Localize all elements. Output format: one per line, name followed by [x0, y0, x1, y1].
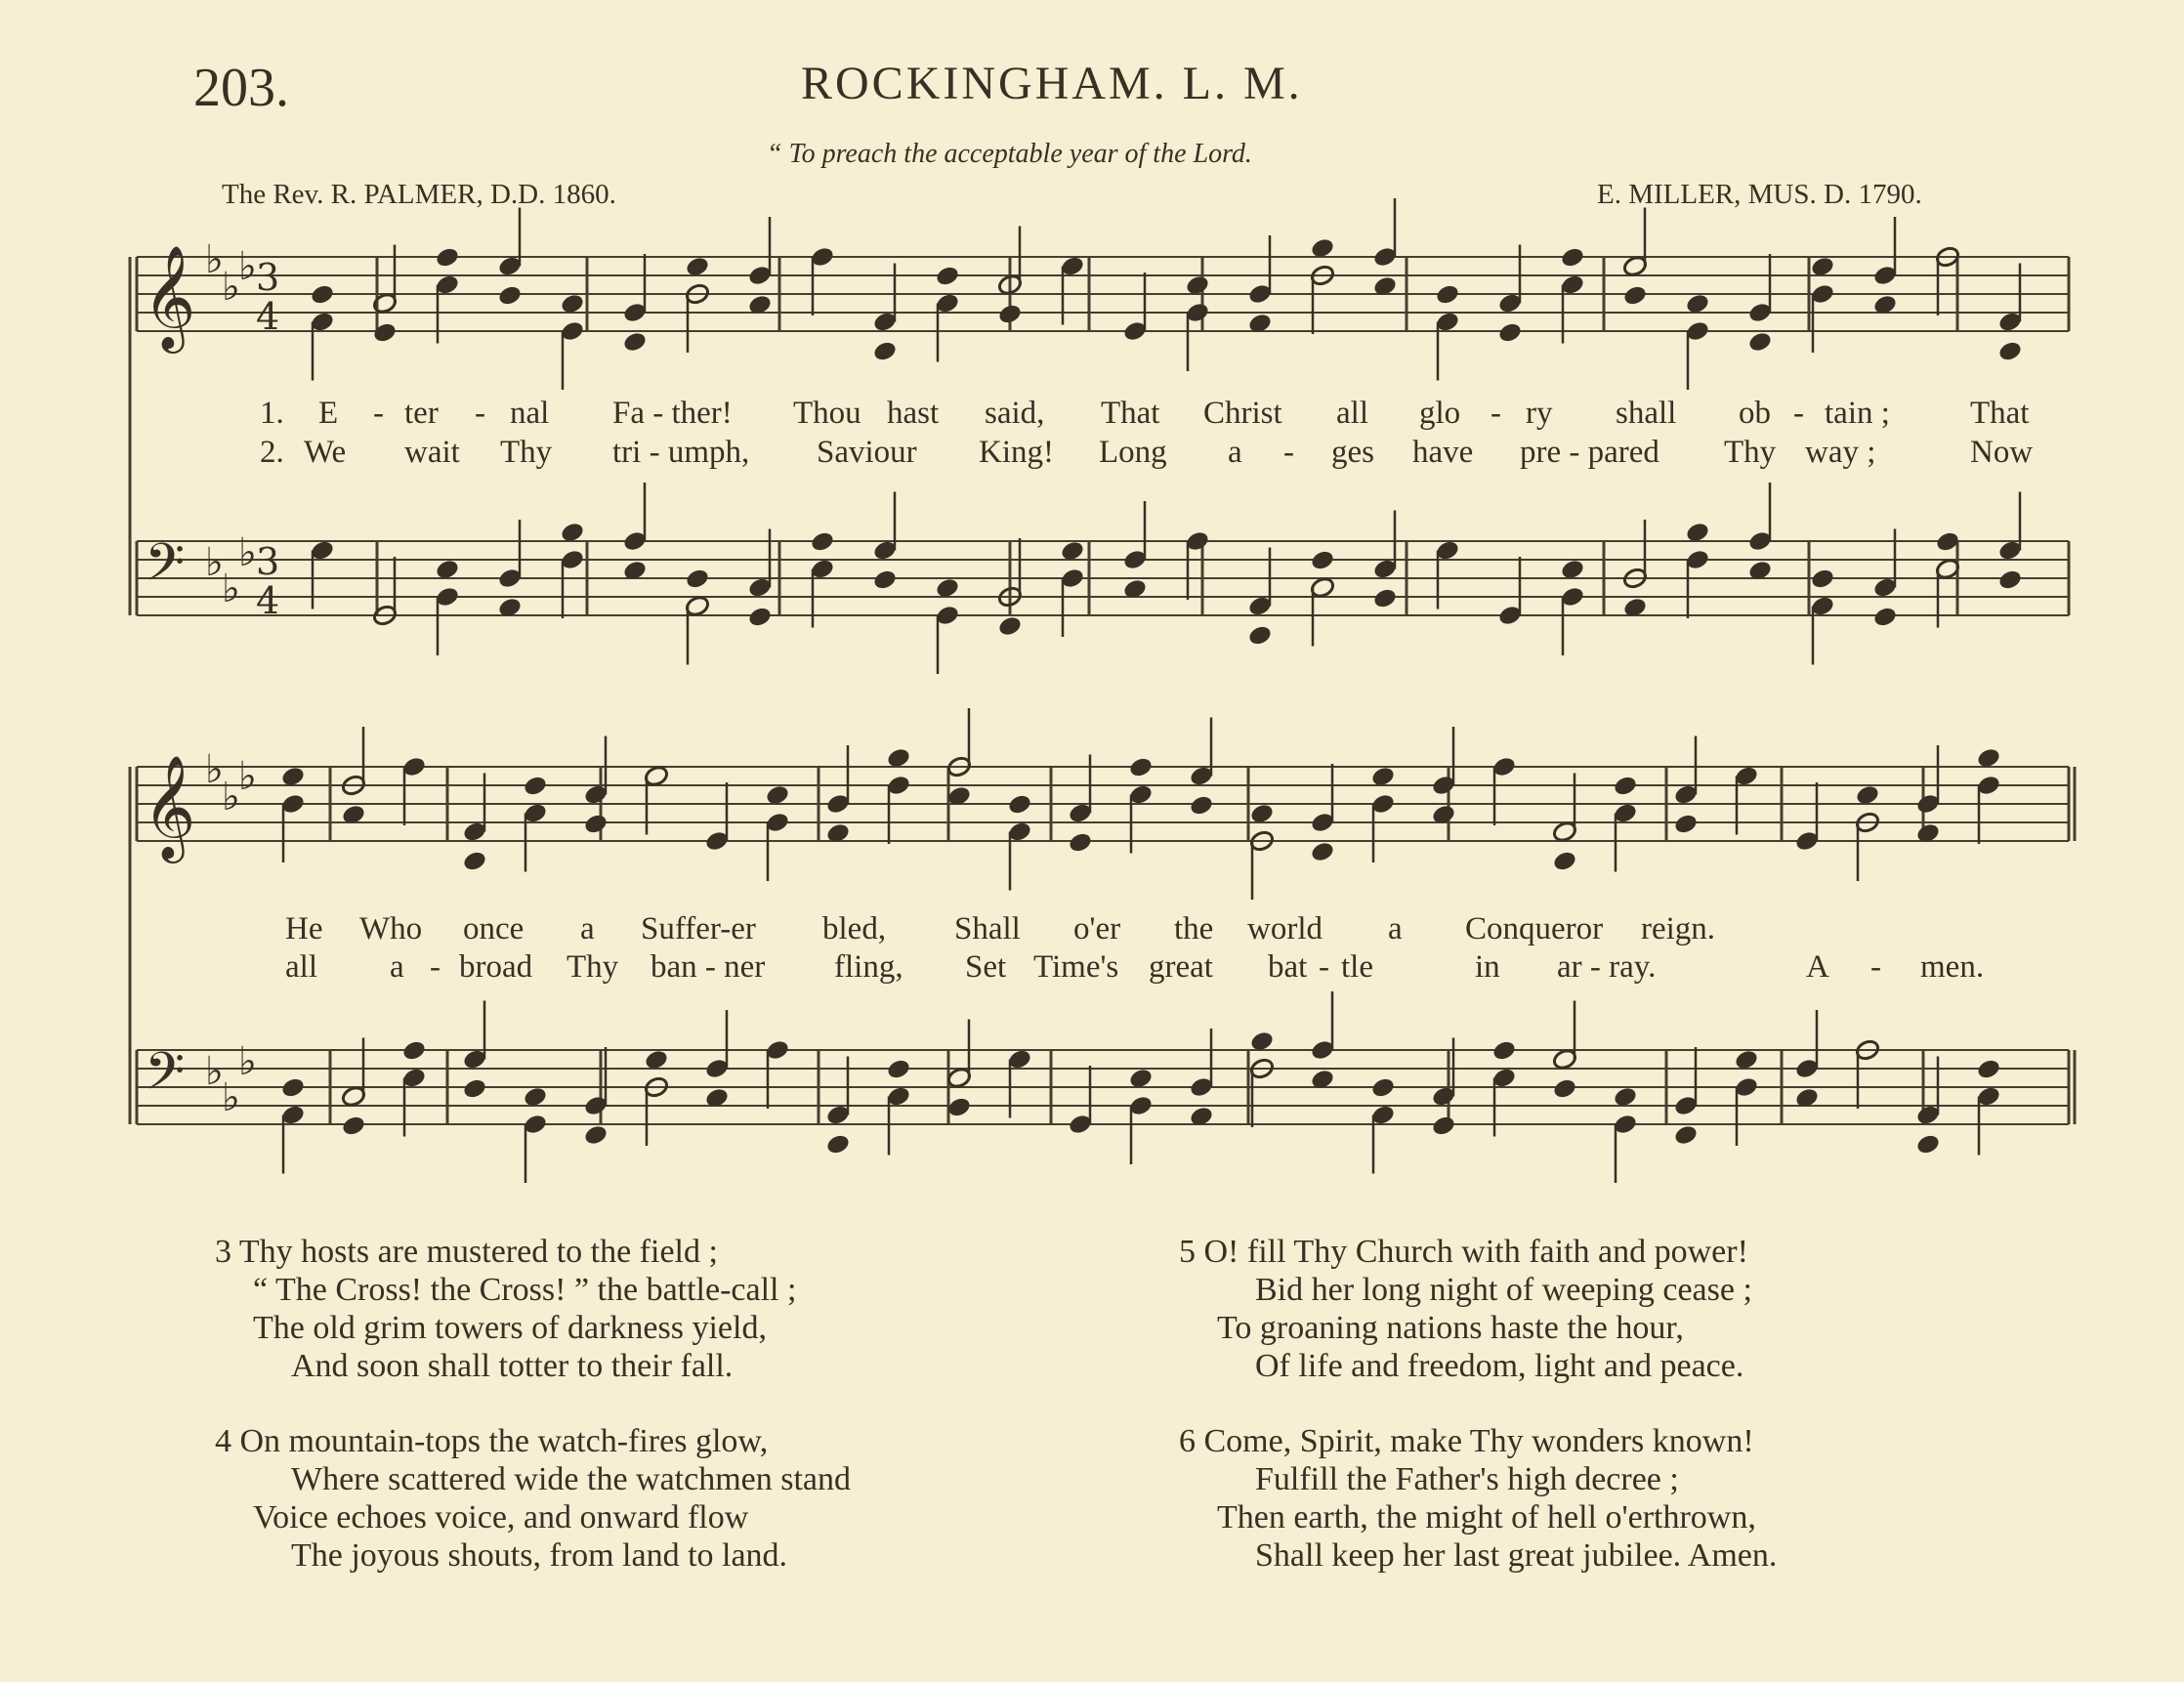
lyric-syllable: glo — [1419, 396, 1461, 431]
lyric-syllable: Thy — [500, 435, 553, 470]
notehead — [747, 606, 774, 629]
lyric-syllable: Conqueror — [1465, 911, 1604, 946]
lyric-syllable: all — [285, 949, 317, 985]
lyric-syllable: the — [1174, 911, 1214, 946]
stanza-line: Bid her long night of weeping cease ; — [1255, 1272, 1752, 1308]
stanza-line: On mountain-tops the watch-fires glow, — [239, 1423, 769, 1459]
lyric-syllable: Set — [965, 949, 1007, 985]
lyric-syllable: Suffer-er — [641, 911, 756, 946]
lyric-syllable: fling, — [834, 949, 903, 985]
flat-icon: ♭ — [222, 775, 240, 820]
lyric-syllable: a — [1388, 911, 1403, 946]
stanza-5 — [1179, 1233, 1752, 1385]
lyric-syllable: - — [475, 396, 485, 431]
lyric-syllable: have — [1412, 435, 1474, 470]
lyric-syllable: reign. — [1641, 911, 1716, 946]
notehead — [997, 614, 1024, 638]
notehead — [1552, 1077, 1578, 1101]
treble-clef-icon: 𝄞 — [143, 754, 196, 859]
notehead — [1673, 813, 1700, 836]
lyric-syllable: - — [1793, 396, 1804, 431]
lyric-syllable: bled, — [822, 911, 887, 946]
notehead — [1491, 1039, 1518, 1063]
notehead — [1497, 321, 1524, 345]
lyric-syllable: That — [1970, 396, 2030, 431]
stanza-line: Then earth, the might of hell o'erthrown, — [1217, 1499, 1756, 1535]
lyric-syllable: pre - pared — [1520, 435, 1659, 470]
notehead — [401, 1039, 428, 1063]
stanza-line: Thy hosts are mustered to the field ; — [238, 1234, 718, 1270]
hymn-number: 203. — [193, 58, 289, 118]
stanza-line: To groaning nations haste the hour, — [1217, 1310, 1684, 1346]
notehead — [1997, 340, 2024, 363]
notehead — [1976, 1058, 2002, 1081]
notehead — [583, 813, 609, 836]
time-signature: 4 — [256, 579, 280, 622]
notehead — [872, 568, 899, 592]
notehead — [1997, 568, 2024, 592]
lyric-syllable: in — [1475, 949, 1500, 985]
stanza-number: 6 — [1179, 1423, 1196, 1459]
lyric-syllable: wait — [404, 435, 460, 470]
stanza-6 — [1179, 1422, 1777, 1575]
notehead — [935, 265, 961, 288]
lyric-syllable: Christ — [1203, 396, 1282, 431]
flat-icon: ♭ — [222, 567, 240, 611]
stanza-line: Come, Spirit, make Thy wonders known! — [1203, 1423, 1754, 1459]
notehead — [946, 1096, 973, 1119]
lyric-syllable: King! — [979, 435, 1054, 470]
flat-icon: ♭ — [222, 1075, 240, 1120]
lyric-syllable: - — [1491, 396, 1501, 431]
stanza-line: O! fill Thy Church with faith and power! — [1203, 1234, 1748, 1270]
notehead — [1613, 775, 1639, 798]
notehead — [341, 1114, 367, 1138]
lyric-syllable: broad — [459, 949, 533, 985]
notehead — [310, 283, 336, 307]
composer-credit: E. MILLER, MUS. D. 1790. — [1597, 179, 1922, 210]
flat-icon: ♭ — [205, 540, 224, 585]
lyric-syllable: a — [580, 911, 595, 946]
notehead — [685, 568, 711, 591]
time-signature: 3 — [256, 540, 280, 583]
notehead — [810, 530, 836, 554]
stanza-line: The joyous shouts, from land to land. — [291, 1537, 788, 1574]
flat-icon: ♭ — [238, 530, 257, 575]
hymn-title: ROCKINGHAM. L. M. — [801, 58, 1303, 109]
lyric-syllable: Thy — [567, 949, 619, 985]
stanza-line: And soon shall totter to their fall. — [291, 1348, 734, 1384]
stanza-line: Of life and freedom, light and peace. — [1255, 1348, 1744, 1384]
notehead — [1915, 1133, 1942, 1156]
notehead — [1247, 624, 1274, 648]
bass-clef-icon: 𝄢 — [145, 1042, 186, 1114]
lyric-syllable: Thou — [793, 396, 861, 431]
flat-icon: ♭ — [238, 1039, 257, 1084]
lyric-syllable: Long — [1099, 435, 1167, 470]
notehead — [1810, 568, 1836, 591]
lyric-syllable: once — [463, 911, 525, 946]
stanza-number: 3 — [215, 1234, 231, 1270]
notehead — [1372, 587, 1399, 610]
lyric-syllable: nal — [510, 396, 550, 431]
lyric-syllable: men. — [1920, 949, 1985, 985]
lyric-syllable: world — [1247, 911, 1323, 946]
flat-icon: ♭ — [238, 754, 257, 799]
stanza-line: Fulfill the Father's high decree ; — [1255, 1461, 1679, 1497]
stanza-line: Voice echoes voice, and onward flow — [253, 1499, 749, 1535]
time-signature: 4 — [256, 295, 280, 338]
lyric-syllable: - — [1319, 949, 1329, 985]
lyric-syllable: ry — [1526, 396, 1553, 431]
notehead — [825, 1133, 852, 1156]
lyric-syllable: E — [318, 396, 339, 431]
notehead — [462, 850, 488, 873]
lyric-syllable: That — [1101, 396, 1160, 431]
notehead — [462, 1077, 488, 1101]
lyric-syllable: A — [1806, 949, 1829, 985]
lyric-syllable: tri - umph, — [612, 435, 750, 470]
notehead — [872, 340, 899, 363]
lyric-syllable: ges — [1331, 435, 1374, 470]
notehead — [1431, 1114, 1457, 1138]
lyric-syllable: Saviour — [817, 435, 917, 470]
stanza-3 — [215, 1233, 796, 1385]
lyric-syllable: 2. — [260, 435, 284, 470]
notehead — [622, 330, 649, 354]
notehead — [1189, 794, 1215, 818]
lyric-syllable: a — [1228, 435, 1242, 470]
lyric-syllable: - — [1870, 949, 1881, 985]
lyric-syllable: Who — [359, 911, 423, 946]
notehead — [280, 1076, 307, 1100]
lyric-syllable: Fa - ther! — [612, 396, 733, 431]
lyric-syllable: bat — [1268, 949, 1308, 985]
notehead — [497, 284, 524, 308]
lyric-syllable: We — [304, 435, 347, 470]
lyric-syllable: shall — [1616, 396, 1677, 431]
lyric-syllable: a — [390, 949, 404, 985]
treble-clef-icon: 𝄞 — [143, 244, 196, 349]
notehead — [523, 775, 549, 798]
lyric-syllable: Thy — [1724, 435, 1777, 470]
lyric-syllable: ob — [1739, 396, 1771, 431]
time-signature: 3 — [256, 256, 280, 299]
lyric-syllable: 1. — [260, 396, 284, 431]
lyric-syllable: hast — [887, 396, 940, 431]
lyric-syllable: - — [1283, 435, 1294, 470]
notehead — [1310, 840, 1336, 863]
notehead — [1872, 606, 1899, 629]
flat-icon: ♭ — [238, 244, 257, 289]
lyric-syllable: tain ; — [1825, 396, 1890, 431]
lyric-syllable: Time's — [1033, 949, 1119, 985]
notehead — [1007, 793, 1033, 817]
lyric-syllable: Now — [1970, 435, 2034, 470]
notehead — [1560, 246, 1586, 270]
lyric-syllable: ban - ner — [651, 949, 766, 985]
stanza-line: “ The Cross! the Cross! ” the battle-call ; — [253, 1272, 797, 1308]
notehead — [583, 1123, 609, 1147]
lyric-syllable: He — [285, 911, 323, 946]
notehead — [1435, 283, 1461, 307]
notehead — [886, 1058, 912, 1081]
flat-icon: ♭ — [205, 1049, 224, 1094]
notehead — [997, 303, 1024, 326]
author-credit: The Rev. R. PALMER, D.D. 1860. — [222, 179, 616, 210]
lyric-syllable: - — [373, 396, 384, 431]
stanza-number: 5 — [1179, 1234, 1196, 1270]
notehead — [1068, 831, 1094, 855]
flat-icon: ♭ — [205, 747, 224, 792]
epigraph: “ To preach the acceptable year of the Lord. — [767, 139, 1252, 169]
notehead — [1310, 549, 1336, 572]
notehead — [1552, 850, 1578, 873]
notehead — [1128, 756, 1155, 779]
bass-clef-icon: 𝄢 — [145, 533, 186, 606]
stanza-line: Where scattered wide the watchmen stand — [291, 1461, 852, 1497]
notehead — [1622, 284, 1649, 308]
lyric-syllable: all — [1336, 396, 1368, 431]
lyric-syllable: o'er — [1073, 911, 1121, 946]
lyric-syllable: great — [1149, 949, 1213, 985]
lyric-syllable: said, — [985, 396, 1045, 431]
stanza-line: The old grim towers of darkness yield, — [253, 1310, 767, 1346]
lyric-syllable: ter — [404, 396, 439, 431]
stanza-number: 4 — [215, 1423, 231, 1459]
stanza-4 — [215, 1422, 851, 1575]
lyric-syllable: - — [430, 949, 441, 985]
notehead — [1370, 1076, 1397, 1100]
flat-icon: ♭ — [205, 237, 224, 282]
notehead — [435, 246, 461, 270]
notehead — [1673, 1123, 1700, 1147]
lyric-syllable: way ; — [1805, 435, 1876, 470]
stanza-line: Shall keep her last great jubilee. Amen. — [1255, 1537, 1778, 1574]
lyric-syllable: ar - ray. — [1557, 949, 1657, 985]
lyric-syllable: Shall — [954, 911, 1021, 946]
lyric-syllable: tle — [1341, 949, 1373, 985]
notehead — [1747, 330, 1774, 354]
flat-icon: ♭ — [222, 265, 240, 310]
